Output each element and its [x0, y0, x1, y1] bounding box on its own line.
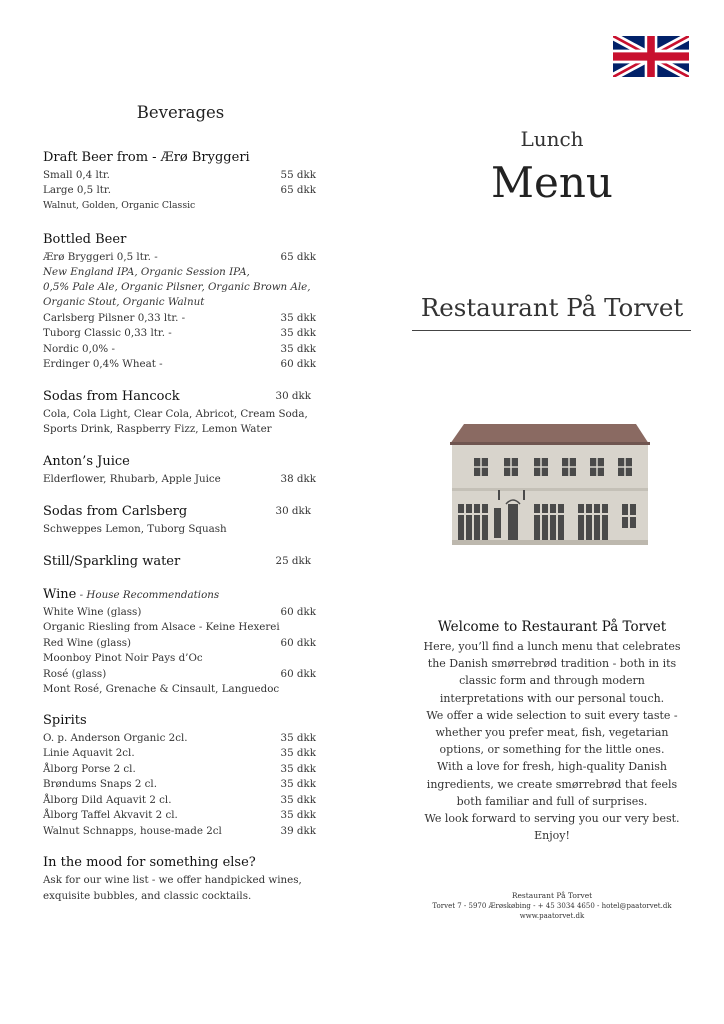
item-name: Ålborg Dild Aquavit 2 cl. [43, 794, 172, 806]
wine-row [43, 682, 318, 697]
item-name: Nordic 0,0% - [43, 343, 115, 355]
item-price: 35 dkk [280, 794, 316, 806]
bottled-variety-line: Organic Stout, Organic Walnut [43, 296, 205, 308]
welcome-line: ingredients, we create smørrebrød that feels [426, 777, 678, 791]
item-price: 35 dkk [280, 778, 316, 790]
something-else-line: exquisite bubbles, and classic cocktails. [43, 890, 252, 902]
item-price: 60 dkk [280, 358, 316, 370]
wine-row [43, 605, 318, 620]
item-name: Elderflower, Rhubarb, Apple Juice [43, 473, 221, 485]
bottled-beer-heading: Bottled Beer [43, 232, 127, 247]
wine-heading [43, 587, 219, 602]
uk-flag-icon[interactable] [613, 36, 689, 77]
carlsberg-price: 30 dkk [275, 505, 311, 517]
item-price: 55 dkk [280, 169, 316, 181]
footer-website-link[interactable]: www.paatorvet.dk [519, 912, 585, 920]
item-price: 35 dkk [280, 732, 316, 744]
water-price: 25 dkk [275, 555, 311, 567]
wine-row [43, 620, 318, 635]
item-price: 35 dkk [280, 763, 316, 775]
item-price: 38 dkk [280, 473, 316, 485]
footer-address[interactable]: Torvet 7 - 5970 Ærøskøbing - + 45 3034 4650 - hotel@paatorvet.dk [432, 902, 672, 910]
carlsberg-sodas-heading [43, 504, 318, 519]
welcome-line: classic form and through modern [459, 674, 645, 688]
wine-heading-label: Wine [43, 587, 77, 602]
draft-item [43, 183, 318, 198]
item-name: Ålborg Porse 2 cl. [43, 763, 136, 775]
spirit-item [43, 808, 318, 823]
hancock-heading-label: Sodas from Hancock [43, 389, 180, 404]
item-name: Organic Riesling from Alsace - Keine Hexerei [43, 621, 280, 633]
carlsberg-heading-label: Sodas from Carlsberg [43, 504, 188, 519]
item-name: Red Wine (glass) [43, 637, 132, 649]
welcome-line: whether you prefer meat, fish, vegetarian [435, 726, 669, 740]
welcome-line: both familiar and full of surprises. [456, 794, 648, 808]
item-name: White Wine (glass) [43, 606, 142, 618]
item-name: O. p. Anderson Organic 2cl. [43, 732, 188, 744]
menu-title: Menu [491, 158, 613, 207]
anton-juice-item [43, 472, 318, 487]
anton-juice-heading: Anton’s Juice [43, 454, 130, 469]
hancock-line: Sports Drink, Raspberry Fizz, Lemon Water [43, 423, 272, 435]
draft-beer-heading: Draft Beer from - Ærø Bryggeri [43, 150, 250, 165]
restaurant-building-illustration [450, 424, 650, 545]
item-name: Tuborg Classic 0,33 ltr. - [43, 327, 172, 339]
item-price: 35 dkk [280, 327, 316, 339]
restaurant-title: Restaurant På Torvet [420, 293, 684, 322]
draft-note: Walnut, Golden, Organic Classic [43, 200, 196, 211]
item-price: 60 dkk [280, 668, 316, 680]
footer [412, 890, 692, 921]
bottled-item [43, 250, 318, 265]
item-name: Linie Aquavit 2cl. [43, 747, 135, 759]
water-heading-label: Still/Sparkling water [43, 554, 181, 569]
item-name: Moonboy Pinot Noir Pays d’Oc [43, 652, 203, 664]
welcome-line: Enjoy! [534, 829, 570, 843]
spirit-item [43, 793, 318, 808]
item-price: 60 dkk [280, 606, 316, 618]
item-name: Brøndums Snaps 2 cl. [43, 778, 157, 790]
item-name: Erdinger 0,4% Wheat - [43, 358, 163, 370]
something-else-line: Ask for our wine list - we offer handpicked wines, [43, 874, 302, 886]
hancock-heading [43, 389, 318, 404]
item-name: Ærø Bryggeri 0,5 ltr. - [43, 251, 158, 263]
wine-row [43, 667, 318, 682]
bottled-item [43, 326, 318, 341]
welcome-line: Here, you’ll find a lunch menu that celebrates [423, 640, 681, 653]
item-name: Walnut Schnapps, house-made 2cl [43, 825, 222, 837]
item-price: 35 dkk [280, 343, 316, 355]
draft-item [43, 168, 318, 183]
item-price: 39 dkk [280, 825, 316, 837]
item-price: 35 dkk [280, 312, 316, 324]
item-price: 60 dkk [280, 637, 316, 649]
wine-subheading: - House Recommendations [76, 589, 220, 601]
welcome-line: We look forward to serving you our very best. [424, 812, 680, 826]
wine-row [43, 636, 318, 651]
spirit-item [43, 777, 318, 792]
welcome-line: With a love for fresh, high-quality Danish [436, 760, 668, 774]
hancock-price: 30 dkk [275, 390, 311, 402]
title-divider [412, 330, 691, 331]
carlsberg-line: Schweppes Lemon, Tuborg Squash [43, 523, 227, 535]
spirit-item [43, 746, 318, 761]
item-name: Ålborg Taffel Akvavit 2 cl. [43, 809, 178, 821]
item-price: 65 dkk [280, 184, 316, 196]
item-name: Rosé (glass) [43, 668, 107, 680]
something-else-heading: In the mood for something else? [43, 855, 256, 870]
spirit-item [43, 731, 318, 746]
bottled-item [43, 357, 318, 372]
beverages-title: Beverages [136, 103, 225, 122]
item-name: Mont Rosé, Grenache & Cinsault, Languedoc [43, 683, 280, 695]
item-name: Small 0,4 ltr. [43, 169, 110, 181]
item-price: 35 dkk [280, 809, 316, 821]
item-name: Carlsberg Pilsner 0,33 ltr. - [43, 312, 186, 324]
item-price: 65 dkk [280, 251, 316, 263]
item-name: Large 0,5 ltr. [43, 184, 112, 196]
welcome-text [410, 638, 694, 844]
spirits-heading: Spirits [43, 713, 87, 728]
wine-row [43, 651, 318, 666]
lunch-label: Lunch [520, 127, 584, 151]
spirit-item [43, 762, 318, 777]
bottled-item [43, 311, 318, 326]
spirit-item [43, 824, 318, 839]
welcome-line: We offer a wide selection to suit every taste - [426, 708, 678, 722]
hancock-line: Cola, Cola Light, Clear Cola, Abricot, Cream Soda, [43, 408, 308, 420]
water-heading [43, 554, 318, 569]
welcome-line: the Danish smørrebrød tradition - both in its [427, 657, 677, 671]
item-price: 35 dkk [280, 747, 316, 759]
welcome-line: options, or something for the little ones. [439, 743, 665, 757]
welcome-line: interpretations with our personal touch. [439, 691, 665, 705]
bottled-item [43, 342, 318, 357]
bottled-variety-line: 0,5% Pale Ale, Organic Pilsner, Organic Brown Ale, [43, 281, 311, 293]
welcome-title: Welcome to Restaurant På Torvet [437, 619, 667, 635]
bottled-variety-line: New England IPA, Organic Session IPA, [43, 266, 250, 278]
footer-restaurant-name: Restaurant På Torvet [511, 891, 593, 900]
